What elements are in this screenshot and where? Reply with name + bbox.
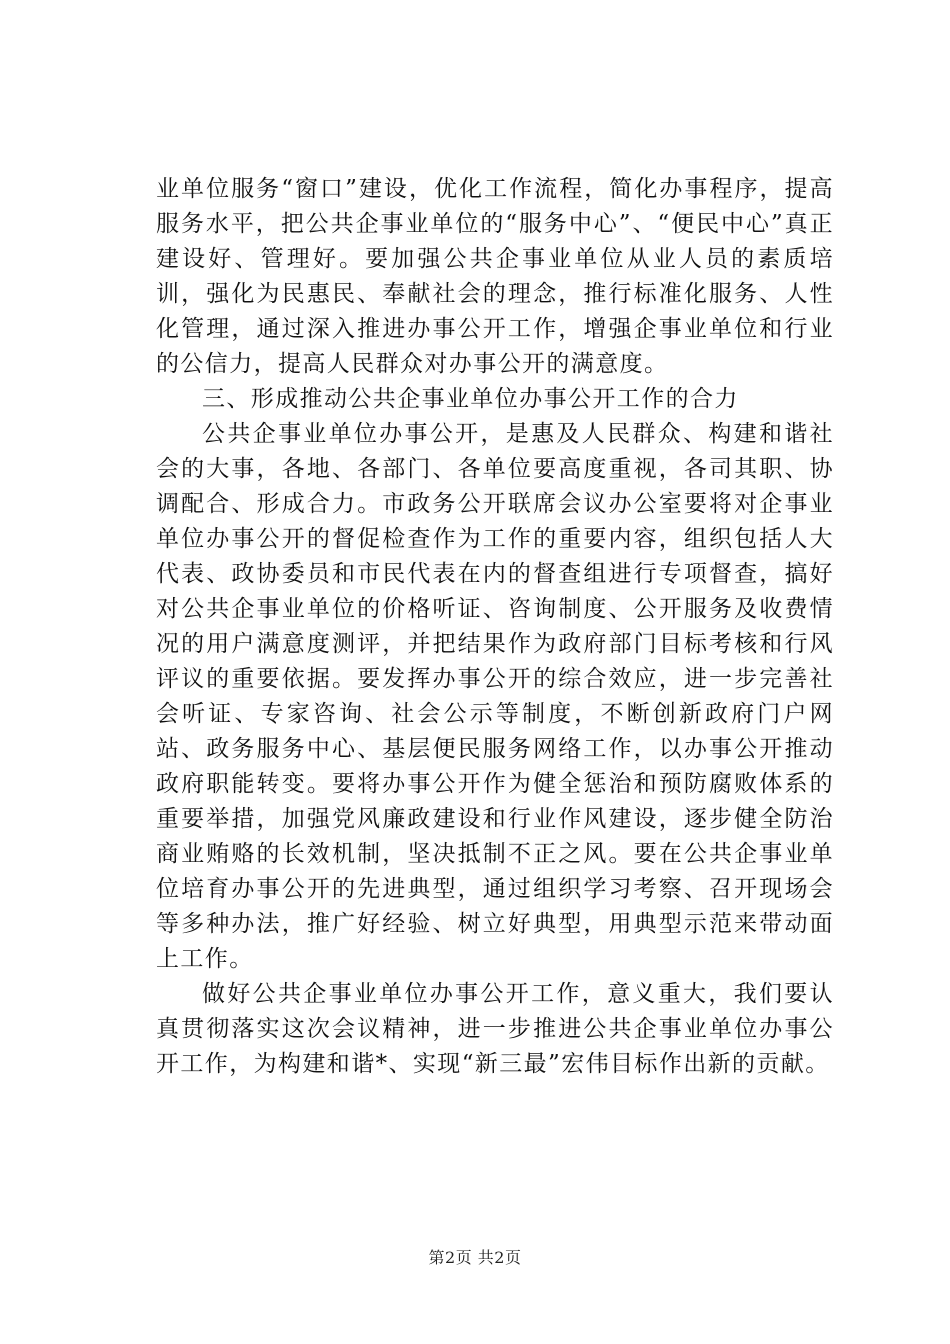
paragraph-conclusion: 做好公共企事业单位办事公开工作，意义重大，我们要认真贯彻落实这次会议精神，进一步推进公共企事业单位办事公开工作，为构建和谐*、实现“新三最”宏伟目标作出新的贡献。: [156, 981, 834, 1077]
page-number-footer: 第2页 共2页: [428, 1248, 522, 1267]
document-body: [156, 172, 834, 1082]
section-heading-3: 三、形成推动公共企事业单位办事公开工作的合力: [202, 386, 739, 412]
paragraph-joint-effort: 公共企事业单位办事公开，是惠及人民群众、构建和谐社会的大事，各地、各部门、各单位要高度重视，各司其职、协调配合、形成合力。市政务公开联席会议办公室要将对企事业单位办事公开的督促检查作为工作的重要内容，组织包括人大代表、政协委员和市民代表在内的督查组进行专项督查，搞好对公共企事业单位的价格听证、咨询制度、公开服务及收费情况的用户满意度测评，并把结果作为政府部门目标考核和行风评议的重要依据。要发挥办事公开的综合效应，进一步完善社会听证、专家咨询、社会公示等制度，不断创新政府门户网站、政务服务中心、基层便民服务网络工作，以办事公开推动政府职能转变。要将办事公开作为健全惩治和预防腐败体系的重要举措，加强党风廉政建设和行业作风建设，逐步健全防治商业贿赂的长效机制，坚决抵制不正之风。要在公共企事业单位培育办事公开的先进典型，通过组织学习考察、召开现场会等多种办法，推广好经验、树立好典型，用典型示范来带动面上工作。: [156, 421, 834, 972]
paragraph-continuation: 业单位服务“窗口”建设，优化工作流程，简化办事程序，提高服务水平，把公共企事业单位的“服务中心”、“便民中心”真正建设好、管理好。要加强公共企事业单位从业人员的素质培训，强化为民惠民、奉献社会的理念，推行标准化服务、人性化管理，通过深入推进办事公开工作，增强企事业单位和行业的公信力，提高人民群众对办事公开的满意度。: [156, 176, 834, 377]
